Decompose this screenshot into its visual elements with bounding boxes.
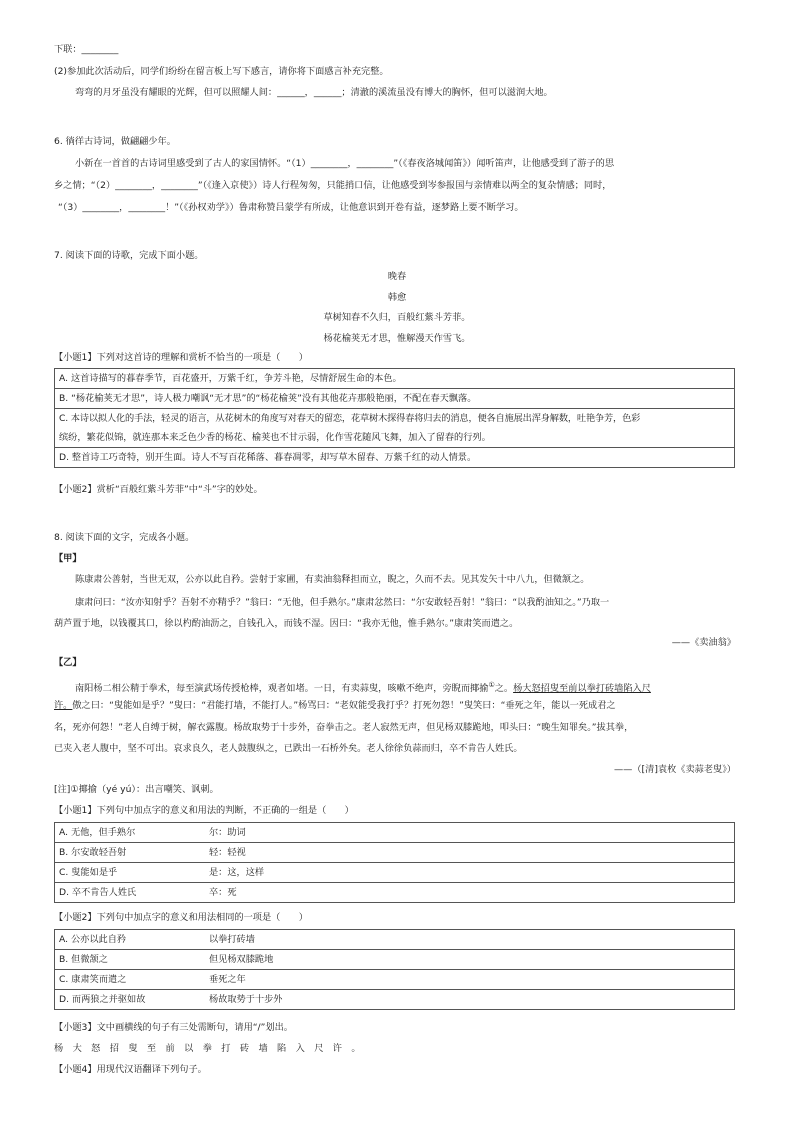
passage-yi-line3: 名，死亦何怨！”老人自缚于树，解衣露腹。杨故取势于十步外，奋拳击之。老人寂然无声，但见杨双膝跪地，叩头曰：“晚生知罪矣。”拔其拳， — [54, 722, 634, 733]
option-row — [55, 930, 735, 950]
poem-line-2: 杨花榆荚无才思，惟解漫天作雪飞。 — [323, 333, 471, 344]
q8-subquestion-1: 【小题1】下列句中加点字的意义和用法的判断，不正确的一组是（ ） — [54, 805, 354, 816]
option-sentence: D. 而两狼之并驱如故 — [59, 994, 146, 1005]
underlined-sentence-part2: 许。 — [54, 700, 73, 711]
option-row — [55, 843, 735, 863]
poem-title: 晚春 — [387, 271, 407, 282]
option-sentence: B. 尔安敢轻吾射 — [59, 847, 127, 858]
question-6-title: 6. 徜徉古诗词，做翩翩少年。 — [54, 136, 176, 147]
passage-jia-paragraph-2-line1: 康肃问曰：“汝亦知射乎？吾射不亦精乎？”翁曰：“无他，但手熟尔。”康肃忿然曰：“尔安敢轻吾射！”翁曰：“以我酌油知之。”乃取一 — [75, 597, 610, 608]
passage-yi-line1 — [75, 679, 651, 695]
question-6-paragraph-line1: 小新在一首首的古诗词里感受到了古人的家国情怀。“（1）________，________”（《春夜洛城闻笛》）闻听笛声，让他感受到了游子的思 — [75, 158, 615, 169]
q8-s3-sentence: 杨大怒招叟至前以拳打砖墙陷入尺许。 — [54, 1043, 370, 1054]
option-cell — [55, 930, 735, 950]
q7-option-c-line1: C. 本诗以拟人化的手法，轻灵的语言，从花树木的角度写对春天的留恋，花草树木探得春将归去的消息，便各自施展出浑身解数，吐艳争芳，色彩 — [59, 413, 641, 424]
passage-jia-source: ——《卖油翁》 — [671, 637, 736, 648]
question-7-title: 7. 阅读下面的诗歌，完成下面小题。 — [54, 250, 204, 261]
q7-options-table — [54, 368, 735, 468]
option-cell — [55, 863, 735, 883]
passage-jia-label: 【甲】 — [54, 553, 82, 564]
passage-yi-line4: 已夹入老人腹中，坚不可出。哀求良久，老人鼓腹纵之，已跌出一石桥外矣。老人徐徐负蒜而归，卒不肯告人姓氏。 — [54, 743, 523, 754]
question-6-paragraph-line3: “（3）________，________！”（《孙权劝学》）鲁肃称赞吕蒙学有所成，让他意识到开卷有益，逐梦路上要不断学习。 — [58, 202, 524, 213]
q7-option-c — [55, 409, 735, 448]
q8-s2-options-table — [54, 929, 735, 1010]
option-row — [55, 970, 735, 990]
q7-option-a: A. 这首诗描写的暮春季节，百花盛开，万紫千红，争芳斗艳，尽情舒展生命的本色。 — [55, 369, 735, 389]
option-row — [55, 863, 735, 883]
option-explanation: 卒：死 — [209, 887, 237, 898]
passage-jia-paragraph-1: 陈康肃公善射，当世无双，公亦以此自矜。尝射于家圃，有卖油翁释担而立，睨之，久而不去。见其发矢十中八九，但微颔之。 — [75, 574, 590, 585]
footnote: [注]①揶揄（yé yú）：出言嘲笑、讽刺。 — [54, 784, 219, 795]
option-cell — [55, 823, 735, 843]
poem-line-1: 草树知春不久归，百般红紫斗芳菲。 — [323, 312, 471, 323]
option-cell — [55, 970, 735, 990]
option-explanation: 垂死之年 — [209, 974, 246, 985]
option-cell — [55, 990, 735, 1010]
passage-yi-source: ——（[清]袁枚《卖蒜老叟》） — [613, 764, 736, 775]
q7-option-c-line2: 缤纷，繁花似锦，就连那本来乏色少香的杨花、榆荚也不甘示弱，化作雪花随风飞舞，加入了留春的行列。 — [59, 432, 491, 443]
question-5-2-text: 弯弯的月牙虽没有耀眼的光辉，但可以照耀人间：______，______；清澈的溪流虽没有博大的胸怀，但可以滋润大地。 — [75, 87, 553, 98]
question-8-title: 8. 阅读下面的文字，完成各小题。 — [54, 532, 195, 543]
q7-option-d: D. 整首诗工巧奇特，别开生面。诗人不写百花稀落、暮春凋零，却写草木留春、万紫千红的动人情景。 — [55, 448, 735, 468]
passage-jia-paragraph-2-line2: 葫芦置于地，以钱覆其口，徐以杓酌油沥之，自钱孔入，而钱不湿。因曰：“我亦无他，惟手熟尔。”康肃笑而遣之。 — [54, 618, 519, 629]
passage-yi-label: 【乙】 — [54, 657, 82, 668]
option-row — [55, 883, 735, 903]
q8-subquestion-4: 【小题4】用现代汉语翻译下列句子。 — [54, 1064, 207, 1075]
q7-subquestion-1: 【小题1】下列对这首诗的理解和赏析不恰当的一项是（ ） — [54, 352, 308, 363]
option-cell — [55, 883, 735, 903]
underlined-sentence-part1: 杨大怒招叟至前以拳打砖墙陷入尺 — [513, 683, 651, 695]
passage-yi-line1-text: 南阳杨二相公精于拳术，每至演武场传授枪棒，观者如堵。一日，有卖蒜叟，咳嗽不绝声，旁睨而揶揄 — [75, 683, 489, 695]
q7-option-b: B. “杨花榆荚无才思”，诗人极力嘲讽“无才思”的“杨花榆荚”没有其他花卉那般艳丽，不配在春天飘落。 — [55, 389, 735, 409]
option-sentence: B. 但微颔之 — [59, 954, 108, 965]
option-row — [55, 990, 735, 1010]
option-sentence: C. 叟能如是乎 — [59, 867, 118, 878]
option-explanation: 杨故取势于十步外 — [209, 994, 283, 1005]
q8-subquestion-3: 【小题3】文中画横线的句子有三处需断句，请用“/”划出。 — [54, 1022, 293, 1033]
option-explanation: 但见杨双膝跪地 — [209, 954, 274, 965]
option-cell — [55, 950, 735, 970]
q8-s1-options-table — [54, 822, 735, 903]
option-sentence: A. 公亦以此自矜 — [59, 934, 127, 945]
passage-yi-line1-end: 之。 — [494, 683, 514, 695]
option-sentence: A. 无他，但手熟尔 — [59, 827, 136, 838]
q7-subquestion-2: 【小题2】赏析“百般红紫斗芳菲”中“斗”字的妙处。 — [54, 484, 263, 495]
question-5-2-prompt: (2)参加此次活动后，同学们纷纷在留言板上写下感言，请你将下面感言补充完整。 — [54, 66, 389, 77]
option-cell — [55, 843, 735, 863]
passage-yi-line2 — [54, 700, 616, 712]
option-sentence: D. 卒不肯告人姓氏 — [59, 887, 137, 898]
question-6-paragraph-line2: 乡之情；“（2）________，________”（《逢入京使》）诗人行程匆匆，只能捎口信，让他感受到岑参报国与亲情难以两全的复杂情感；同时， — [54, 180, 612, 191]
passage-yi-line2-text: 傲之曰：“叟能如是乎？”叟曰：“君能打墙，不能打人。”杨骂曰：“老奴能受我打乎？打死勿怨！”叟笑曰：“垂死之年，能以一死成君之 — [72, 700, 616, 711]
q8-subquestion-2: 【小题2】下列句中加点字的意义和用法相同的一项是（ ） — [54, 912, 308, 923]
option-sentence: C. 康肃笑而遣之 — [59, 974, 127, 985]
couplet-answer-line: 下联：________ — [54, 44, 119, 55]
option-row — [55, 823, 735, 843]
footnote-marker: ① — [488, 681, 495, 689]
option-explanation: 尔：助词 — [209, 827, 246, 838]
option-explanation: 轻：轻视 — [209, 847, 246, 858]
poem-author: 韩愈 — [387, 292, 407, 303]
option-row — [55, 950, 735, 970]
option-explanation: 是：这，这样 — [209, 867, 265, 878]
option-explanation: 以拳打砖墙 — [209, 934, 255, 945]
